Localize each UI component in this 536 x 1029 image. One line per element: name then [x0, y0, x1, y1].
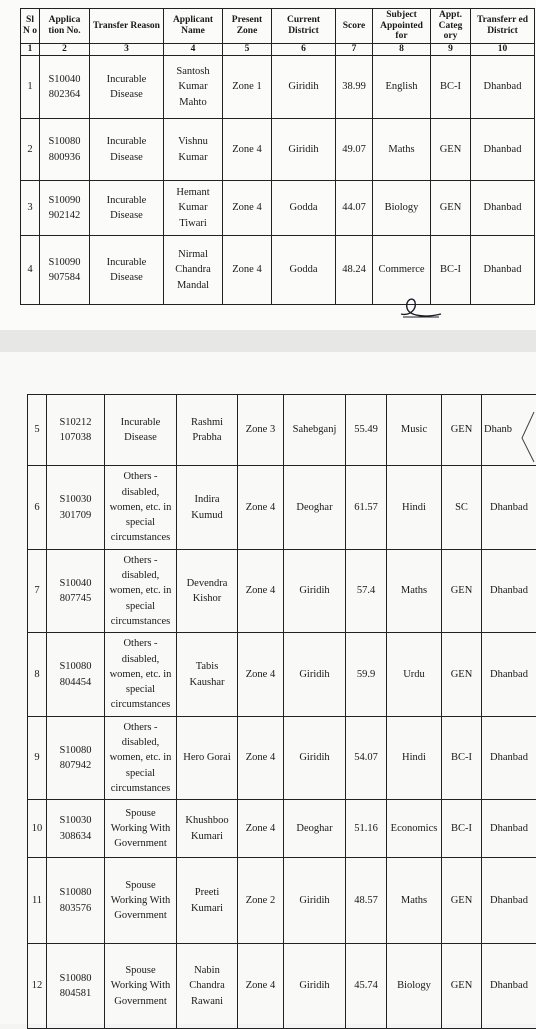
cell-category: GEN [442, 550, 482, 633]
column-number: 6 [272, 44, 336, 56]
cell-transferred: Dhanbad [482, 717, 536, 800]
cell-transferred: Dhanbad [482, 550, 536, 633]
column-number: 3 [90, 44, 164, 56]
cell-reason: Others - disabled, women, etc. in special circumstances [105, 550, 177, 633]
cell-reason: Spouse Working With Government [105, 800, 177, 858]
column-number: 2 [40, 44, 90, 56]
cell-score: 59.9 [346, 633, 387, 717]
cell-district: Giridih [284, 717, 346, 800]
cell-transferred: Dhanbad [482, 800, 536, 858]
cell-zone: Zone 4 [223, 181, 272, 236]
column-number: 1 [21, 44, 40, 56]
header-subject: Subject Appointed for [373, 9, 431, 44]
cell-subject: Maths [373, 119, 431, 181]
column-number: 9 [431, 44, 471, 56]
cell-applicant: Khushboo Kumari [177, 800, 238, 858]
header-category: Appt. Categ ory [431, 9, 471, 44]
cell-subject: Hindi [387, 717, 442, 800]
cell-score: 55.49 [346, 395, 387, 466]
cell-subject: Commerce [373, 236, 431, 305]
cell-sl: 4 [21, 236, 40, 305]
cell-application-no: S10080 804581 [47, 944, 105, 1029]
cell-transferred: Dhanbad [471, 56, 535, 119]
cell-reason: Others - disabled, women, etc. in special circumstances [105, 466, 177, 550]
cell-applicant: Indira Kumud [177, 466, 238, 550]
cell-subject: Biology [387, 944, 442, 1029]
cell-sl: 3 [21, 181, 40, 236]
table-row [28, 395, 536, 466]
cell-district: Deoghar [284, 800, 346, 858]
cell-sl: 5 [28, 395, 47, 466]
table-row [28, 800, 536, 858]
cell-district: Godda [272, 181, 336, 236]
cell-sl: 1 [21, 56, 40, 119]
cell-category: GEN [442, 395, 482, 466]
table-row [28, 717, 536, 800]
cell-district: Giridih [272, 119, 336, 181]
cell-transferred: Dhanbad [471, 119, 535, 181]
header-transfer-reason: Transfer Reason [90, 9, 164, 44]
cell-district: Deoghar [284, 466, 346, 550]
cell-sl: 10 [28, 800, 47, 858]
column-number: 8 [373, 44, 431, 56]
table-row [28, 466, 536, 550]
handwritten-signature [395, 292, 445, 320]
cell-score: 45.74 [346, 944, 387, 1029]
header-transferred-district: Transferr ed District [471, 9, 535, 44]
cell-application-no: S10080 800936 [40, 119, 90, 181]
cell-zone: Zone 4 [223, 236, 272, 305]
cell-district: Godda [272, 236, 336, 305]
cell-application-no: S10040 807745 [47, 550, 105, 633]
page-curl-mark [500, 410, 536, 464]
cell-application-no: S10080 804454 [47, 633, 105, 717]
cell-applicant: Devendra Kishor [177, 550, 238, 633]
cell-subject: Biology [373, 181, 431, 236]
cell-application-no: S10090 902142 [40, 181, 90, 236]
cell-applicant: Santosh Kumar Mahto [164, 56, 223, 119]
cell-sl: 9 [28, 717, 47, 800]
cell-score: 54.07 [346, 717, 387, 800]
cell-category: BC-I [431, 56, 471, 119]
cell-zone: Zone 2 [238, 858, 284, 944]
column-number: 4 [164, 44, 223, 56]
cell-score: 48.24 [336, 236, 373, 305]
cell-applicant: Nirmal Chandra Mandal [164, 236, 223, 305]
cell-district: Giridih [284, 858, 346, 944]
cell-subject: Hindi [387, 466, 442, 550]
transfer-table-page-2 [27, 394, 536, 1029]
table-row [28, 858, 536, 944]
cell-applicant: Hemant Kumar Tiwari [164, 181, 223, 236]
cell-subject: Urdu [387, 633, 442, 717]
header-sl-no: Sl N o [21, 9, 40, 44]
cell-zone: Zone 4 [238, 550, 284, 633]
cell-transferred: Dhanb [482, 395, 536, 466]
table-row [28, 944, 536, 1029]
cell-category: BC-I [442, 800, 482, 858]
cell-category: BC-I [442, 717, 482, 800]
cell-score: 38.99 [336, 56, 373, 119]
cell-application-no: S10080 803576 [47, 858, 105, 944]
cell-subject: Economics [387, 800, 442, 858]
cell-transferred: Dhanbad [482, 466, 536, 550]
table-row [28, 550, 536, 633]
cell-sl: 7 [28, 550, 47, 633]
cell-reason: Incurable Disease [90, 236, 164, 305]
cell-applicant: Nabin Chandra Rawani [177, 944, 238, 1029]
cell-district: Sahebganj [284, 395, 346, 466]
cell-sl: 6 [28, 466, 47, 550]
cell-applicant: Rashmi Prabha [177, 395, 238, 466]
cell-application-no: S10040 802364 [40, 56, 90, 119]
cell-application-no: S10080 807942 [47, 717, 105, 800]
cell-subject: Maths [387, 858, 442, 944]
cell-reason: Spouse Working With Government [105, 858, 177, 944]
document-page-2 [0, 352, 536, 1024]
cell-district: Giridih [284, 550, 346, 633]
cell-score: 51.16 [346, 800, 387, 858]
header-score: Score [336, 9, 373, 44]
transfer-table-page-1 [20, 8, 535, 305]
cell-zone: Zone 4 [238, 800, 284, 858]
table-row [28, 633, 536, 717]
cell-score: 57.4 [346, 550, 387, 633]
cell-reason: Others - disabled, women, etc. in special circumstances [105, 633, 177, 717]
cell-zone: Zone 1 [223, 56, 272, 119]
cell-zone: Zone 4 [238, 944, 284, 1029]
cell-category: GEN [431, 119, 471, 181]
header-application-no: Applica tion No. [40, 9, 90, 44]
cell-zone: Zone 4 [238, 633, 284, 717]
cell-sl: 11 [28, 858, 47, 944]
cell-applicant: Tabis Kaushar [177, 633, 238, 717]
cell-transferred: Dhanbad [482, 858, 536, 944]
cell-score: 44.07 [336, 181, 373, 236]
cell-application-no: S10212 107038 [47, 395, 105, 466]
cell-application-no: S10030 301709 [47, 466, 105, 550]
cell-sl: 2 [21, 119, 40, 181]
cell-category: GEN [442, 944, 482, 1029]
cell-reason: Others - disabled, women, etc. in special circumstances [105, 717, 177, 800]
table-row [21, 181, 535, 236]
cell-reason: Incurable Disease [90, 56, 164, 119]
cell-category: SC [442, 466, 482, 550]
cell-zone: Zone 4 [223, 119, 272, 181]
cell-subject: English [373, 56, 431, 119]
cell-score: 48.57 [346, 858, 387, 944]
column-number: 5 [223, 44, 272, 56]
page-separator [0, 330, 536, 352]
cell-sl: 8 [28, 633, 47, 717]
cell-zone: Zone 4 [238, 466, 284, 550]
cell-reason: Incurable Disease [105, 395, 177, 466]
header-present-zone: Present Zone [223, 9, 272, 44]
cell-transferred: Dhanbad [482, 944, 536, 1029]
table-row [21, 236, 535, 305]
column-number-row [21, 44, 535, 56]
cell-applicant: Vishnu Kumar [164, 119, 223, 181]
cell-score: 61.57 [346, 466, 387, 550]
cell-district: Giridih [284, 633, 346, 717]
cell-district: Giridih [272, 56, 336, 119]
header-applicant-name: Applicant Name [164, 9, 223, 44]
cell-category: GEN [431, 181, 471, 236]
cell-category: GEN [442, 633, 482, 717]
cell-category: GEN [442, 858, 482, 944]
column-number: 7 [336, 44, 373, 56]
table-header-row [21, 9, 535, 44]
header-current-district: Current District [272, 9, 336, 44]
table-row [21, 56, 535, 119]
cell-transferred: Dhanbad [471, 236, 535, 305]
cell-applicant: Preeti Kumari [177, 858, 238, 944]
cell-category: BC-I [431, 236, 471, 305]
table-row [21, 119, 535, 181]
cell-subject: Music [387, 395, 442, 466]
cell-zone: Zone 3 [238, 395, 284, 466]
cell-transferred: Dhanbad [471, 181, 535, 236]
cell-subject: Maths [387, 550, 442, 633]
cell-reason: Incurable Disease [90, 181, 164, 236]
cell-reason: Incurable Disease [90, 119, 164, 181]
cell-application-no: S10090 907584 [40, 236, 90, 305]
document-page-1 [0, 0, 536, 330]
column-number: 10 [471, 44, 535, 56]
cell-applicant: Hero Gorai [177, 717, 238, 800]
cell-district: Giridih [284, 944, 346, 1029]
cell-zone: Zone 4 [238, 717, 284, 800]
cell-reason: Spouse Working With Government [105, 944, 177, 1029]
cell-application-no: S10030 308634 [47, 800, 105, 858]
cell-sl: 12 [28, 944, 47, 1029]
cell-score: 49.07 [336, 119, 373, 181]
cell-transferred: Dhanbad [482, 633, 536, 717]
